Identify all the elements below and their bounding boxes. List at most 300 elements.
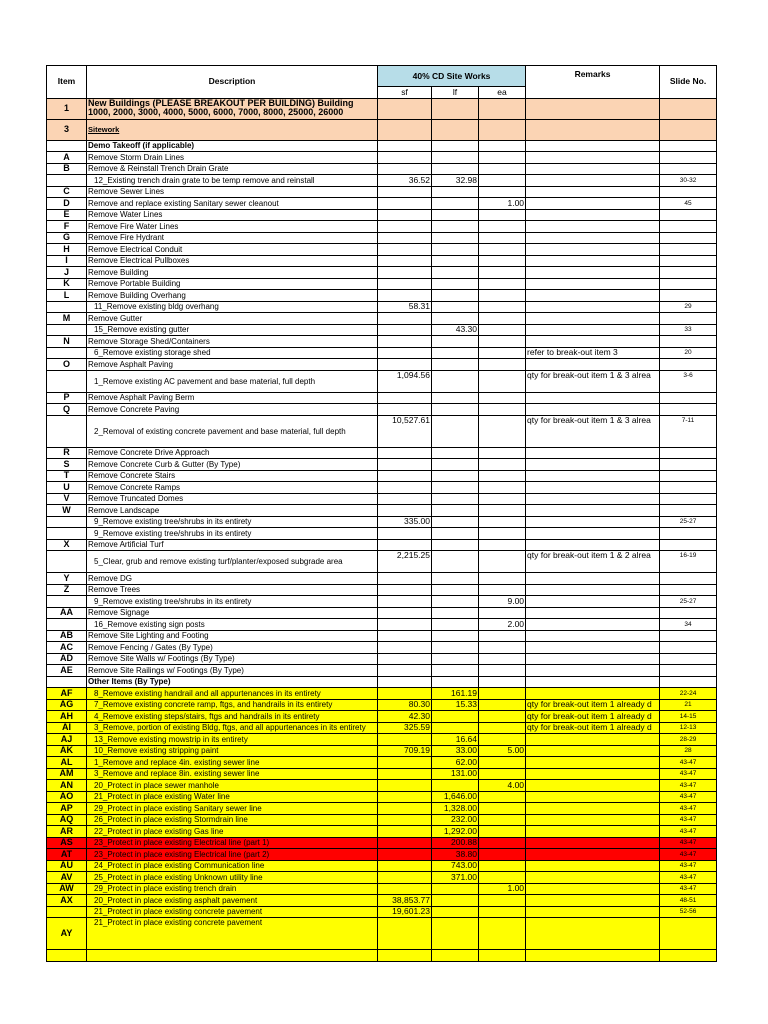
ea-cell — [479, 404, 526, 416]
remarks-cell — [526, 791, 660, 803]
ea-cell — [479, 872, 526, 884]
table-row — [47, 528, 717, 540]
remarks-cell — [526, 336, 660, 348]
slide-cell: 33 — [660, 324, 717, 336]
remarks-cell — [526, 573, 660, 585]
sf-cell — [378, 607, 432, 619]
ea-cell — [479, 255, 526, 267]
header-description: Description — [87, 66, 378, 99]
slide-cell: 43-47 — [660, 803, 717, 815]
ea-cell — [479, 711, 526, 723]
ea-cell: 9.00 — [479, 596, 526, 608]
description-cell: Remove Sewer Lines — [87, 186, 378, 198]
ea-cell — [479, 301, 526, 313]
sf-cell — [378, 780, 432, 792]
description-cell: 20_Protect in place existing asphalt pavement — [87, 895, 378, 907]
item-cell: AM — [47, 768, 87, 780]
building-row — [47, 98, 717, 119]
slide-cell: 43-47 — [660, 768, 717, 780]
table-row — [47, 301, 717, 313]
description-cell: Remove DG — [87, 573, 378, 585]
remarks-cell — [526, 447, 660, 459]
lf-cell — [432, 780, 479, 792]
description-cell: Remove Electrical Conduit — [87, 244, 378, 256]
table-row — [47, 505, 717, 517]
slide-cell — [660, 539, 717, 551]
sf-cell — [378, 470, 432, 482]
sf-cell — [378, 324, 432, 336]
description-cell: 9_Remove existing tree/shrubs in its entirety — [87, 528, 378, 540]
sf-cell — [378, 186, 432, 198]
lf-cell — [432, 711, 479, 723]
remarks-cell: refer to break-out item 3 — [526, 347, 660, 359]
table-row — [47, 255, 717, 267]
table-row — [47, 415, 717, 447]
lf-cell: 1,292.00 — [432, 826, 479, 838]
sf-cell — [378, 734, 432, 746]
lf-cell — [432, 642, 479, 654]
sf-cell — [378, 447, 432, 459]
remarks-cell — [526, 837, 660, 849]
remarks-cell — [526, 676, 660, 688]
remarks-cell — [526, 688, 660, 700]
ea-cell — [479, 505, 526, 517]
lf-cell — [432, 404, 479, 416]
description-cell — [87, 950, 378, 962]
description-cell: 11_Remove existing bldg overhang — [87, 301, 378, 313]
lf-cell — [432, 244, 479, 256]
item-cell — [47, 516, 87, 528]
item-cell: AL — [47, 757, 87, 769]
item-cell: A — [47, 152, 87, 164]
ea-cell — [479, 163, 526, 175]
sf-cell — [378, 255, 432, 267]
description-cell: Remove Asphalt Paving — [87, 359, 378, 371]
item-cell: AD — [47, 653, 87, 665]
item-cell: N — [47, 336, 87, 348]
description-cell: 29_Protect in place existing Sanitary sewer line — [87, 803, 378, 815]
description-cell: Remove Gutter — [87, 313, 378, 325]
table-row — [47, 895, 717, 907]
slide-cell: 3-6 — [660, 370, 717, 392]
ea-cell — [479, 539, 526, 551]
table-row — [47, 791, 717, 803]
remarks-cell — [526, 516, 660, 528]
table-row — [47, 768, 717, 780]
description-cell: Remove Truncated Domes — [87, 493, 378, 505]
sf-cell: 1,094.56 — [378, 370, 432, 392]
lf-cell — [432, 619, 479, 631]
sf-cell — [378, 347, 432, 359]
sf-cell — [378, 837, 432, 849]
description-cell: 10_Remove existing stripping paint — [87, 745, 378, 757]
table-row — [47, 872, 717, 884]
ea-cell — [479, 950, 526, 962]
remarks-cell — [526, 757, 660, 769]
sf-cell — [378, 584, 432, 596]
remarks-cell — [526, 918, 660, 950]
slide-cell — [660, 267, 717, 279]
ea-cell — [479, 470, 526, 482]
lf-cell — [432, 459, 479, 471]
description-cell: Remove Asphalt Paving Berm — [87, 392, 378, 404]
ea-cell — [479, 814, 526, 826]
table-row — [47, 619, 717, 631]
slide-cell: 43-47 — [660, 826, 717, 838]
sf-cell: 10,527.61 — [378, 415, 432, 447]
remarks-cell — [526, 906, 660, 918]
ea-cell: 5.00 — [479, 745, 526, 757]
item-cell: V — [47, 493, 87, 505]
description-cell: 7_Remove existing concrete ramp, ftgs, and handrails in its entirety — [87, 699, 378, 711]
table-row — [47, 883, 717, 895]
description-cell: Remove & Reinstall Trench Drain Grate — [87, 163, 378, 175]
sf-cell — [378, 459, 432, 471]
remarks-cell — [526, 459, 660, 471]
ea-cell — [479, 757, 526, 769]
remarks-cell — [526, 780, 660, 792]
remarks-cell — [526, 745, 660, 757]
slide-cell: 28 — [660, 745, 717, 757]
ea-cell — [479, 324, 526, 336]
ea-cell — [479, 895, 526, 907]
sf-cell — [378, 290, 432, 302]
description-cell: 29_Protect in place existing trench drain — [87, 883, 378, 895]
description-cell: New Buildings (PLEASE BREAKOUT PER BUILDING) Building 1000, 2000, 3000, 4000, 5000, 6000, 7000, 8000, 25000, 26000 — [87, 98, 378, 119]
remarks-cell: qty for break-out item 1 already d — [526, 711, 660, 723]
lf-cell — [432, 198, 479, 210]
remarks-cell — [526, 950, 660, 962]
remarks-cell — [526, 665, 660, 677]
remarks-cell — [526, 860, 660, 872]
lf-cell — [432, 573, 479, 585]
lf-cell — [432, 267, 479, 279]
lf-cell — [432, 415, 479, 447]
lf-cell — [432, 447, 479, 459]
table-row — [47, 950, 717, 962]
remarks-cell — [526, 209, 660, 221]
description-cell: Remove Landscape — [87, 505, 378, 517]
slide-cell: 43-47 — [660, 883, 717, 895]
sf-cell — [378, 505, 432, 517]
item-cell: AQ — [47, 814, 87, 826]
table-row — [47, 175, 717, 187]
ea-cell — [479, 676, 526, 688]
slide-cell: 43-47 — [660, 791, 717, 803]
item-cell: S — [47, 459, 87, 471]
table-row — [47, 745, 717, 757]
ea-cell — [479, 688, 526, 700]
item-cell: D — [47, 198, 87, 210]
description-cell: Remove Concrete Drive Approach — [87, 447, 378, 459]
sf-cell — [378, 482, 432, 494]
lf-cell — [432, 370, 479, 392]
remarks-cell — [526, 895, 660, 907]
slide-cell — [660, 244, 717, 256]
item-cell: 1 — [47, 98, 87, 119]
remarks-cell — [526, 301, 660, 313]
description-cell: Demo Takeoff (if applicable) — [87, 140, 378, 152]
description-cell: Remove Fencing / Gates (By Type) — [87, 642, 378, 654]
description-cell: 3_Remove, portion of existing Bldg, ftgs, and all appurtenances in its entirety — [87, 722, 378, 734]
lf-cell — [432, 950, 479, 962]
item-cell: E — [47, 209, 87, 221]
item-cell: Q — [47, 404, 87, 416]
description-cell: 9_Remove existing tree/shrubs in its entirety — [87, 516, 378, 528]
item-cell — [47, 676, 87, 688]
sf-cell: 58.31 — [378, 301, 432, 313]
sf-cell — [378, 791, 432, 803]
table-row — [47, 493, 717, 505]
ea-cell — [479, 722, 526, 734]
sf-cell — [378, 392, 432, 404]
sf-cell — [378, 278, 432, 290]
lf-cell — [432, 278, 479, 290]
item-cell: AS — [47, 837, 87, 849]
lf-cell — [432, 906, 479, 918]
remarks-cell — [526, 482, 660, 494]
lf-cell — [432, 665, 479, 677]
slide-cell: 12-13 — [660, 722, 717, 734]
item-cell: W — [47, 505, 87, 517]
slide-cell: 45 — [660, 198, 717, 210]
remarks-cell: qty for break-out item 1 already d — [526, 699, 660, 711]
sf-cell — [378, 209, 432, 221]
slide-cell: 22-24 — [660, 688, 717, 700]
remarks-cell — [526, 607, 660, 619]
description-cell: 1_Remove and replace 4in. existing sewer line — [87, 757, 378, 769]
slide-cell: 16-19 — [660, 551, 717, 573]
item-cell: I — [47, 255, 87, 267]
sf-cell: 325.59 — [378, 722, 432, 734]
sf-cell — [378, 653, 432, 665]
ea-cell — [479, 336, 526, 348]
lf-cell — [432, 505, 479, 517]
sf-cell — [378, 163, 432, 175]
slide-cell — [660, 665, 717, 677]
takeoff-sheet — [46, 65, 717, 962]
lf-cell — [432, 539, 479, 551]
sf-cell — [378, 814, 432, 826]
table-row — [47, 711, 717, 723]
table-row — [47, 152, 717, 164]
sf-cell — [378, 826, 432, 838]
table-row — [47, 163, 717, 175]
item-cell: K — [47, 278, 87, 290]
lf-cell — [432, 895, 479, 907]
sf-cell — [378, 860, 432, 872]
remarks-cell — [526, 278, 660, 290]
ea-cell — [479, 584, 526, 596]
lf-cell — [432, 313, 479, 325]
description-cell: 12_Existing trench drain grate to be temp remove and reinstall — [87, 175, 378, 187]
lf-cell: 16.64 — [432, 734, 479, 746]
table-row — [47, 630, 717, 642]
remarks-cell — [526, 528, 660, 540]
item-cell: AT — [47, 849, 87, 861]
ea-cell — [479, 186, 526, 198]
lf-cell — [432, 676, 479, 688]
lf-cell — [432, 301, 479, 313]
sf-cell: 709.19 — [378, 745, 432, 757]
ea-cell — [479, 152, 526, 164]
lf-cell — [432, 290, 479, 302]
slide-cell — [660, 918, 717, 950]
lf-cell — [432, 140, 479, 152]
slide-cell — [660, 607, 717, 619]
ea-cell — [479, 826, 526, 838]
remarks-cell — [526, 404, 660, 416]
lf-cell: 743.00 — [432, 860, 479, 872]
slide-cell: 43-47 — [660, 849, 717, 861]
item-cell: AC — [47, 642, 87, 654]
lf-cell — [432, 528, 479, 540]
slide-cell — [660, 642, 717, 654]
sf-cell — [378, 152, 432, 164]
lf-cell: 62.00 — [432, 757, 479, 769]
lf-cell: 43.30 — [432, 324, 479, 336]
slide-cell — [660, 584, 717, 596]
slide-cell: 43-47 — [660, 780, 717, 792]
sf-cell — [378, 140, 432, 152]
lf-cell — [432, 918, 479, 950]
item-cell: H — [47, 244, 87, 256]
ea-cell — [479, 906, 526, 918]
remarks-cell — [526, 290, 660, 302]
ea-cell — [479, 665, 526, 677]
remarks-cell — [526, 653, 660, 665]
table-row — [47, 470, 717, 482]
remarks-cell — [526, 883, 660, 895]
ea-cell: 4.00 — [479, 780, 526, 792]
description-cell: 8_Remove existing handrail and all appurtenances in its entirety — [87, 688, 378, 700]
slide-cell — [660, 482, 717, 494]
remarks-cell — [526, 163, 660, 175]
slide-cell — [660, 447, 717, 459]
remarks-cell — [526, 221, 660, 233]
item-cell — [47, 551, 87, 573]
table-row — [47, 551, 717, 573]
item-cell: Y — [47, 573, 87, 585]
slide-cell — [660, 313, 717, 325]
ea-cell — [479, 653, 526, 665]
header-item: Item — [47, 66, 87, 99]
table-row — [47, 447, 717, 459]
item-cell: F — [47, 221, 87, 233]
item-cell: AX — [47, 895, 87, 907]
item-cell — [47, 619, 87, 631]
item-cell: AV — [47, 872, 87, 884]
slide-cell — [660, 278, 717, 290]
ea-cell — [479, 734, 526, 746]
sf-cell — [378, 573, 432, 585]
ea-cell: 2.00 — [479, 619, 526, 631]
description-cell: 21_Protect in place existing concrete pavement — [87, 906, 378, 918]
description-cell: 20_Protect in place sewer manhole — [87, 780, 378, 792]
slide-cell — [660, 336, 717, 348]
item-cell — [47, 140, 87, 152]
slide-cell — [660, 290, 717, 302]
header-slide: Slide No. — [660, 66, 717, 99]
lf-cell — [432, 163, 479, 175]
item-cell: Z — [47, 584, 87, 596]
sf-cell — [378, 539, 432, 551]
ea-cell — [479, 493, 526, 505]
ea-cell — [479, 140, 526, 152]
ea-cell — [479, 221, 526, 233]
description-cell: Remove Concrete Stairs — [87, 470, 378, 482]
description-cell: Remove Concrete Ramps — [87, 482, 378, 494]
item-cell: X — [47, 539, 87, 551]
table-row — [47, 814, 717, 826]
table-row — [47, 313, 717, 325]
description-cell: 2_Removal of existing concrete pavement and base material, full depth — [87, 415, 378, 447]
slide-cell: 52-56 — [660, 906, 717, 918]
table-row — [47, 918, 717, 950]
sf-cell: 19,601.23 — [378, 906, 432, 918]
slide-cell — [660, 459, 717, 471]
table-row — [47, 653, 717, 665]
table-row — [47, 757, 717, 769]
table-row — [47, 539, 717, 551]
sf-cell — [378, 267, 432, 279]
sf-cell — [378, 528, 432, 540]
ea-cell: 1.00 — [479, 198, 526, 210]
item-cell: T — [47, 470, 87, 482]
slide-cell: 43-47 — [660, 814, 717, 826]
lf-cell: 38.80 — [432, 849, 479, 861]
description-cell: Remove Trees — [87, 584, 378, 596]
sf-cell — [378, 244, 432, 256]
lf-cell — [432, 347, 479, 359]
description-cell: Remove Concrete Curb & Gutter (By Type) — [87, 459, 378, 471]
table-row — [47, 906, 717, 918]
remarks-cell — [526, 313, 660, 325]
slide-cell — [660, 186, 717, 198]
lf-cell — [432, 722, 479, 734]
ea-cell — [479, 699, 526, 711]
remarks-cell — [526, 140, 660, 152]
slide-cell — [660, 392, 717, 404]
ea-cell — [479, 768, 526, 780]
item-cell: AH — [47, 711, 87, 723]
slide-cell: 20 — [660, 347, 717, 359]
sf-cell — [378, 404, 432, 416]
sf-cell — [378, 883, 432, 895]
slide-cell — [660, 950, 717, 962]
slide-cell: 7-11 — [660, 415, 717, 447]
lf-cell — [432, 336, 479, 348]
table-row — [47, 290, 717, 302]
item-cell — [47, 175, 87, 187]
description-cell: 13_Remove existing mowstrip in its entirety — [87, 734, 378, 746]
header-sf: sf — [378, 87, 432, 99]
sf-cell — [378, 493, 432, 505]
sf-cell — [378, 313, 432, 325]
table-row — [47, 699, 717, 711]
slide-cell — [660, 630, 717, 642]
sf-cell — [378, 768, 432, 780]
ea-cell — [479, 630, 526, 642]
sf-cell — [378, 665, 432, 677]
table-row — [47, 198, 717, 210]
item-cell: M — [47, 313, 87, 325]
table-row — [47, 584, 717, 596]
remarks-cell — [526, 768, 660, 780]
table-row — [47, 826, 717, 838]
slide-cell — [660, 359, 717, 371]
header-remarks: Remarks — [526, 66, 660, 99]
